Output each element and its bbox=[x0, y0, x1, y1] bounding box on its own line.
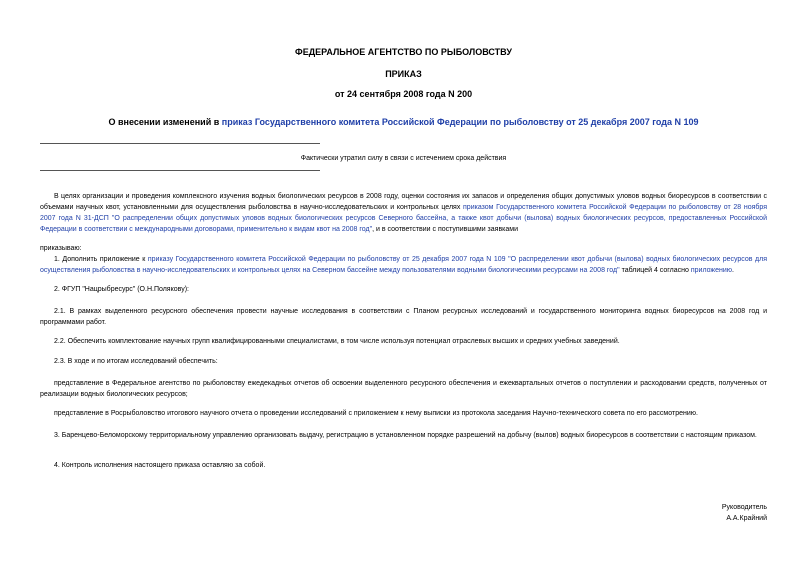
title-link[interactable]: приказ Государственного комитета Российской Федерации по рыболовству от 25 декабря 2007 года N 109 bbox=[221, 117, 699, 127]
document-date-number: от 24 сентября 2008 года N 200 bbox=[334, 89, 473, 99]
item-1-link-appendix[interactable]: приложению bbox=[690, 267, 733, 274]
preamble-text-2: , и в соответствии с поступившими заявками bbox=[372, 226, 518, 233]
preamble-paragraph bbox=[40, 191, 767, 235]
item-2-2: 2.2. Обеспечить комплектование научных групп квалифицированными специалистами, в том числе используя потенциал отраслевых высших и средних учебных заведений. bbox=[54, 338, 620, 345]
item-2-3: 2.3. В ходе и по итогам исследований обеспечить: bbox=[54, 358, 218, 365]
document-type: ПРИКАЗ bbox=[385, 69, 422, 79]
title-prefix: О внесении изменений в bbox=[108, 117, 222, 127]
preamble-link[interactable]: приказом Государственного комитета Российской Федерации по рыболовству от 28 ноября 2007 года N 31-ДСП "О распределении общих допустимых уловов водных биологических ресурсов Северного бассейна, а также квот добычи (вылова) водных биологических ресурсов, предоставленных Российской Федерации в соответствии с международными договорами, применительно к видам квот на 2008 год" bbox=[40, 204, 767, 233]
item-3: 3. Баренцево-Беломорскому территориальному управлению организовать выдачу, регистрацию в установленном порядке разрешений на добычу (вылов) водных биоресурсов в соответствии с настоящим приказом. bbox=[54, 432, 757, 439]
item-2: 2. ФГУП "Нацрыбресурс" (О.Н.Полякову): bbox=[54, 286, 189, 293]
rule-bottom bbox=[40, 170, 320, 171]
rule-top bbox=[40, 143, 320, 144]
status-note: Фактически утратил силу в связи с истечением срока действия bbox=[300, 155, 507, 162]
item-1 bbox=[40, 254, 767, 276]
order-word: приказываю: bbox=[40, 245, 82, 252]
signature-name: А.А.Крайний bbox=[726, 515, 767, 522]
item-1-text-3: . bbox=[732, 267, 734, 274]
agency-heading: ФЕДЕРАЛЬНОЕ АГЕНТСТВО ПО РЫБОЛОВСТВУ bbox=[295, 47, 512, 57]
signature-role: Руководитель bbox=[721, 504, 767, 511]
item-1-text-1: 1. Дополнить приложение к bbox=[54, 256, 148, 263]
item-1-link-order[interactable]: приказу Государственного комитета Российской Федерации по рыболовству от 25 декабря 2007 года N 109 "О распределении квот добычи (вылова) водных биологических ресурсов для осуществления рыболовства в научно-исследовательских и контрольных целях на Северном бассейне между пользователями водными биологическими ресурсами на 2008 год" bbox=[40, 256, 768, 274]
item-2-3-b: представление в Росрыболовство итогового научного отчета о проведении исследований с приложением к нему выписки из протокола заседания Научно-технического совета по его рассмотрению. bbox=[54, 410, 698, 417]
preamble-text-1: В целях организации и проведения комплексного изучения водных биологических ресурсов в 2008 году, оценки состояния их запасов и определения общих допустимых уловов водных биоресурсов в соответствии с объемами научных квот, установленными для осуществления рыболовства в научно-исследовательских и контрольных целях bbox=[40, 193, 767, 211]
item-1-text-2: таблицей 4 согласно bbox=[619, 267, 691, 274]
item-4: 4. Контроль исполнения настоящего приказа оставляю за собой. bbox=[54, 462, 266, 469]
document-title bbox=[40, 116, 767, 128]
item-2-3-a: представление в Федеральное агентство по рыболовству ежедекадных отчетов об освоении выделенного ресурсного обеспечения и ежеквартальных отчетов о поступлении и расходовании средств, полученных от реализации водных биологических ресурсов; bbox=[40, 380, 767, 398]
item-2-1: 2.1. В рамках выделенного ресурсного обеспечения провести научные исследования в соответствии с Планом ресурсных исследований и государственного мониторинга водных биоресурсов на 2008 год и программами работ. bbox=[40, 308, 767, 326]
